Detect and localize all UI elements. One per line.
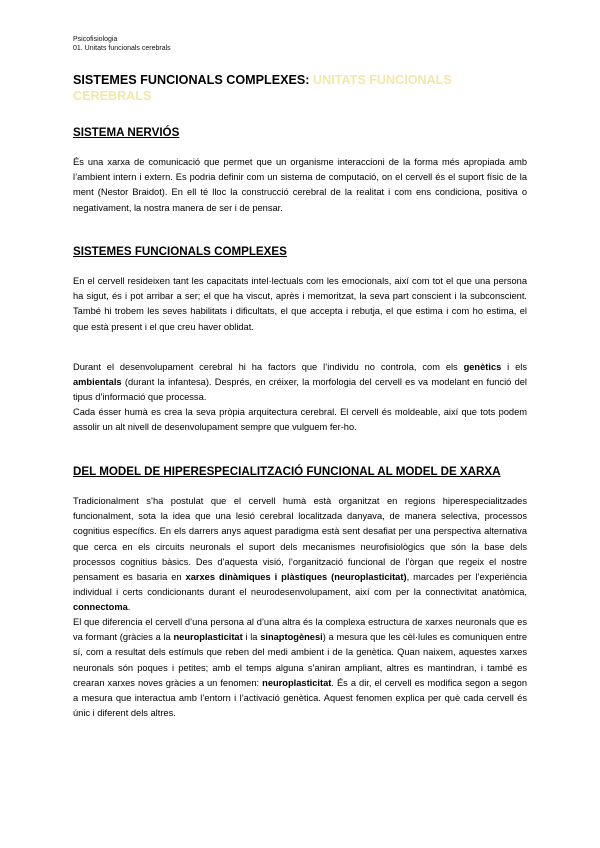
term-ambientals: ambientals	[73, 377, 122, 388]
term-genetics: genètics	[463, 362, 502, 372]
paragraph-hiperespecialitzacio: Tradicionalment s’ha postulat que el cervell humà està organitzat en regions hiperespecialitzades funcionalment, sota la idea que una lesió cerebral localitzada danyava, de manera selectiva, processos cognitius específics. En els darrers anys aquest paradigma està sent desafiat per una perspectiva alternativa que cerca en els circuits neuronals el suport dels mecanismes neurofisiològics que són la base dels processos cognitius bàsics. Des d’aquesta visió, l’organització funcional de l’òrgan que regeix el nostre pensament es basaria en xarxes dinàmiques i plàstiques (neuroplasticitat), marcades per l’experiència individual i certs condicionants durant el neurodesenvolupament, així com per la connectivitat anatòmica, connectoma.	[73, 496, 527, 613]
term-connectoma: connectoma	[73, 602, 128, 613]
paragraph-sistema-nervios: És una xarxa de comunicació que permet que un organisme interaccioni de la forma més apropiada amb l’ambient intern i extern. Es podria definir com un sistema de computació, on el cervell és el suport físic de la ment (Nestor Braidot). En ell té lloc la construcció cerebral de la realitat i com ens condiciona, positiva o negativament, la nostra manera de ser i de pensar.	[73, 157, 527, 213]
paragraph-capacitats: En el cervell resideixen tant les capacitats intel·lectuals com les emocionals, així com tot el que una persona ha sigut, és i pot arribar a ser; el que ha viscut, après i memoritzat, la seva part conscient i la subconscient. També hi trobem les seves habilitats i dificultats, el que accepta i rebutja, el que estima i com ho estima, el que està present i el que creu haver oblidat.	[73, 276, 527, 332]
page-header	[73, 35, 171, 53]
title-main: SISTEMES FUNCIONALS COMPLEXES:	[73, 73, 310, 87]
header-course: Psicofisiologia	[73, 36, 118, 43]
term-neuroplasticitat-2: neuroplasticitat	[262, 677, 332, 688]
paragraph-xarxes-neuronals: El que diferencia el cervell d’una persona al d’una altra és la complexa estructura de xarxes neuronals que es va formant (gràcies a la neuroplasticitat i la sinaptogènesi) a mesura que les cèl·lules es comuniquen entre sí, com a resultat dels estímuls que reben del medi ambient i de la genètica. Quan naixem, aquestes xarxes neuronals són poques i petites; amb el temps alguna s’aniran ampliant, altres es mantindran, i també es crearan xarxes noves gràcies a un fenomen: neuroplasticitat. És a dir, el cervell es modifica segon a segon a mesura que interactua amb l’entorn i l’activació genètica. Aquest fenomen explica per què cada cervell és únic i diferent dels altres.	[73, 617, 527, 719]
document-title	[73, 72, 528, 104]
heading-sistema-nervios: SISTEMA NERVIÓS	[73, 126, 180, 139]
paragraph-desenvolupament: Durant el desenvolupament cerebral hi ha factors que l’individu no controla, com els genètics i els ambientals (durant la infantesa). Després, en créixer, la morfologia del cervell es va modelant en funció del tipus d’informació que processa.	[73, 362, 527, 403]
term-xarxes-dinamiques: xarxes dinàmiques i plàstiques (neuroplasticitat)	[185, 572, 407, 583]
paragraph-arquitectura: Cada ésser humà es crea la seva pròpia arquitectura cerebral. El cervell és moldeable, així que tots podem assolir un alt nivell de desenvolupament sempre que vulguem fer-ho.	[73, 407, 527, 433]
heading-model-xarxa: DEL MODEL DE HIPERESPECIALITZACIÓ FUNCIONAL AL MODEL DE XARXA	[73, 465, 501, 478]
title-accent: UNITATS FUNCIONALS CEREBRALS	[73, 73, 452, 103]
term-neuroplasticitat: neuroplasticitat	[173, 632, 243, 643]
heading-sistemes-funcionals: SISTEMES FUNCIONALS COMPLEXES	[73, 245, 287, 258]
term-sinaptogenesi: sinaptogènesi	[260, 632, 323, 643]
header-unit: 01. Unitats funcionals cerebrals	[73, 45, 171, 52]
